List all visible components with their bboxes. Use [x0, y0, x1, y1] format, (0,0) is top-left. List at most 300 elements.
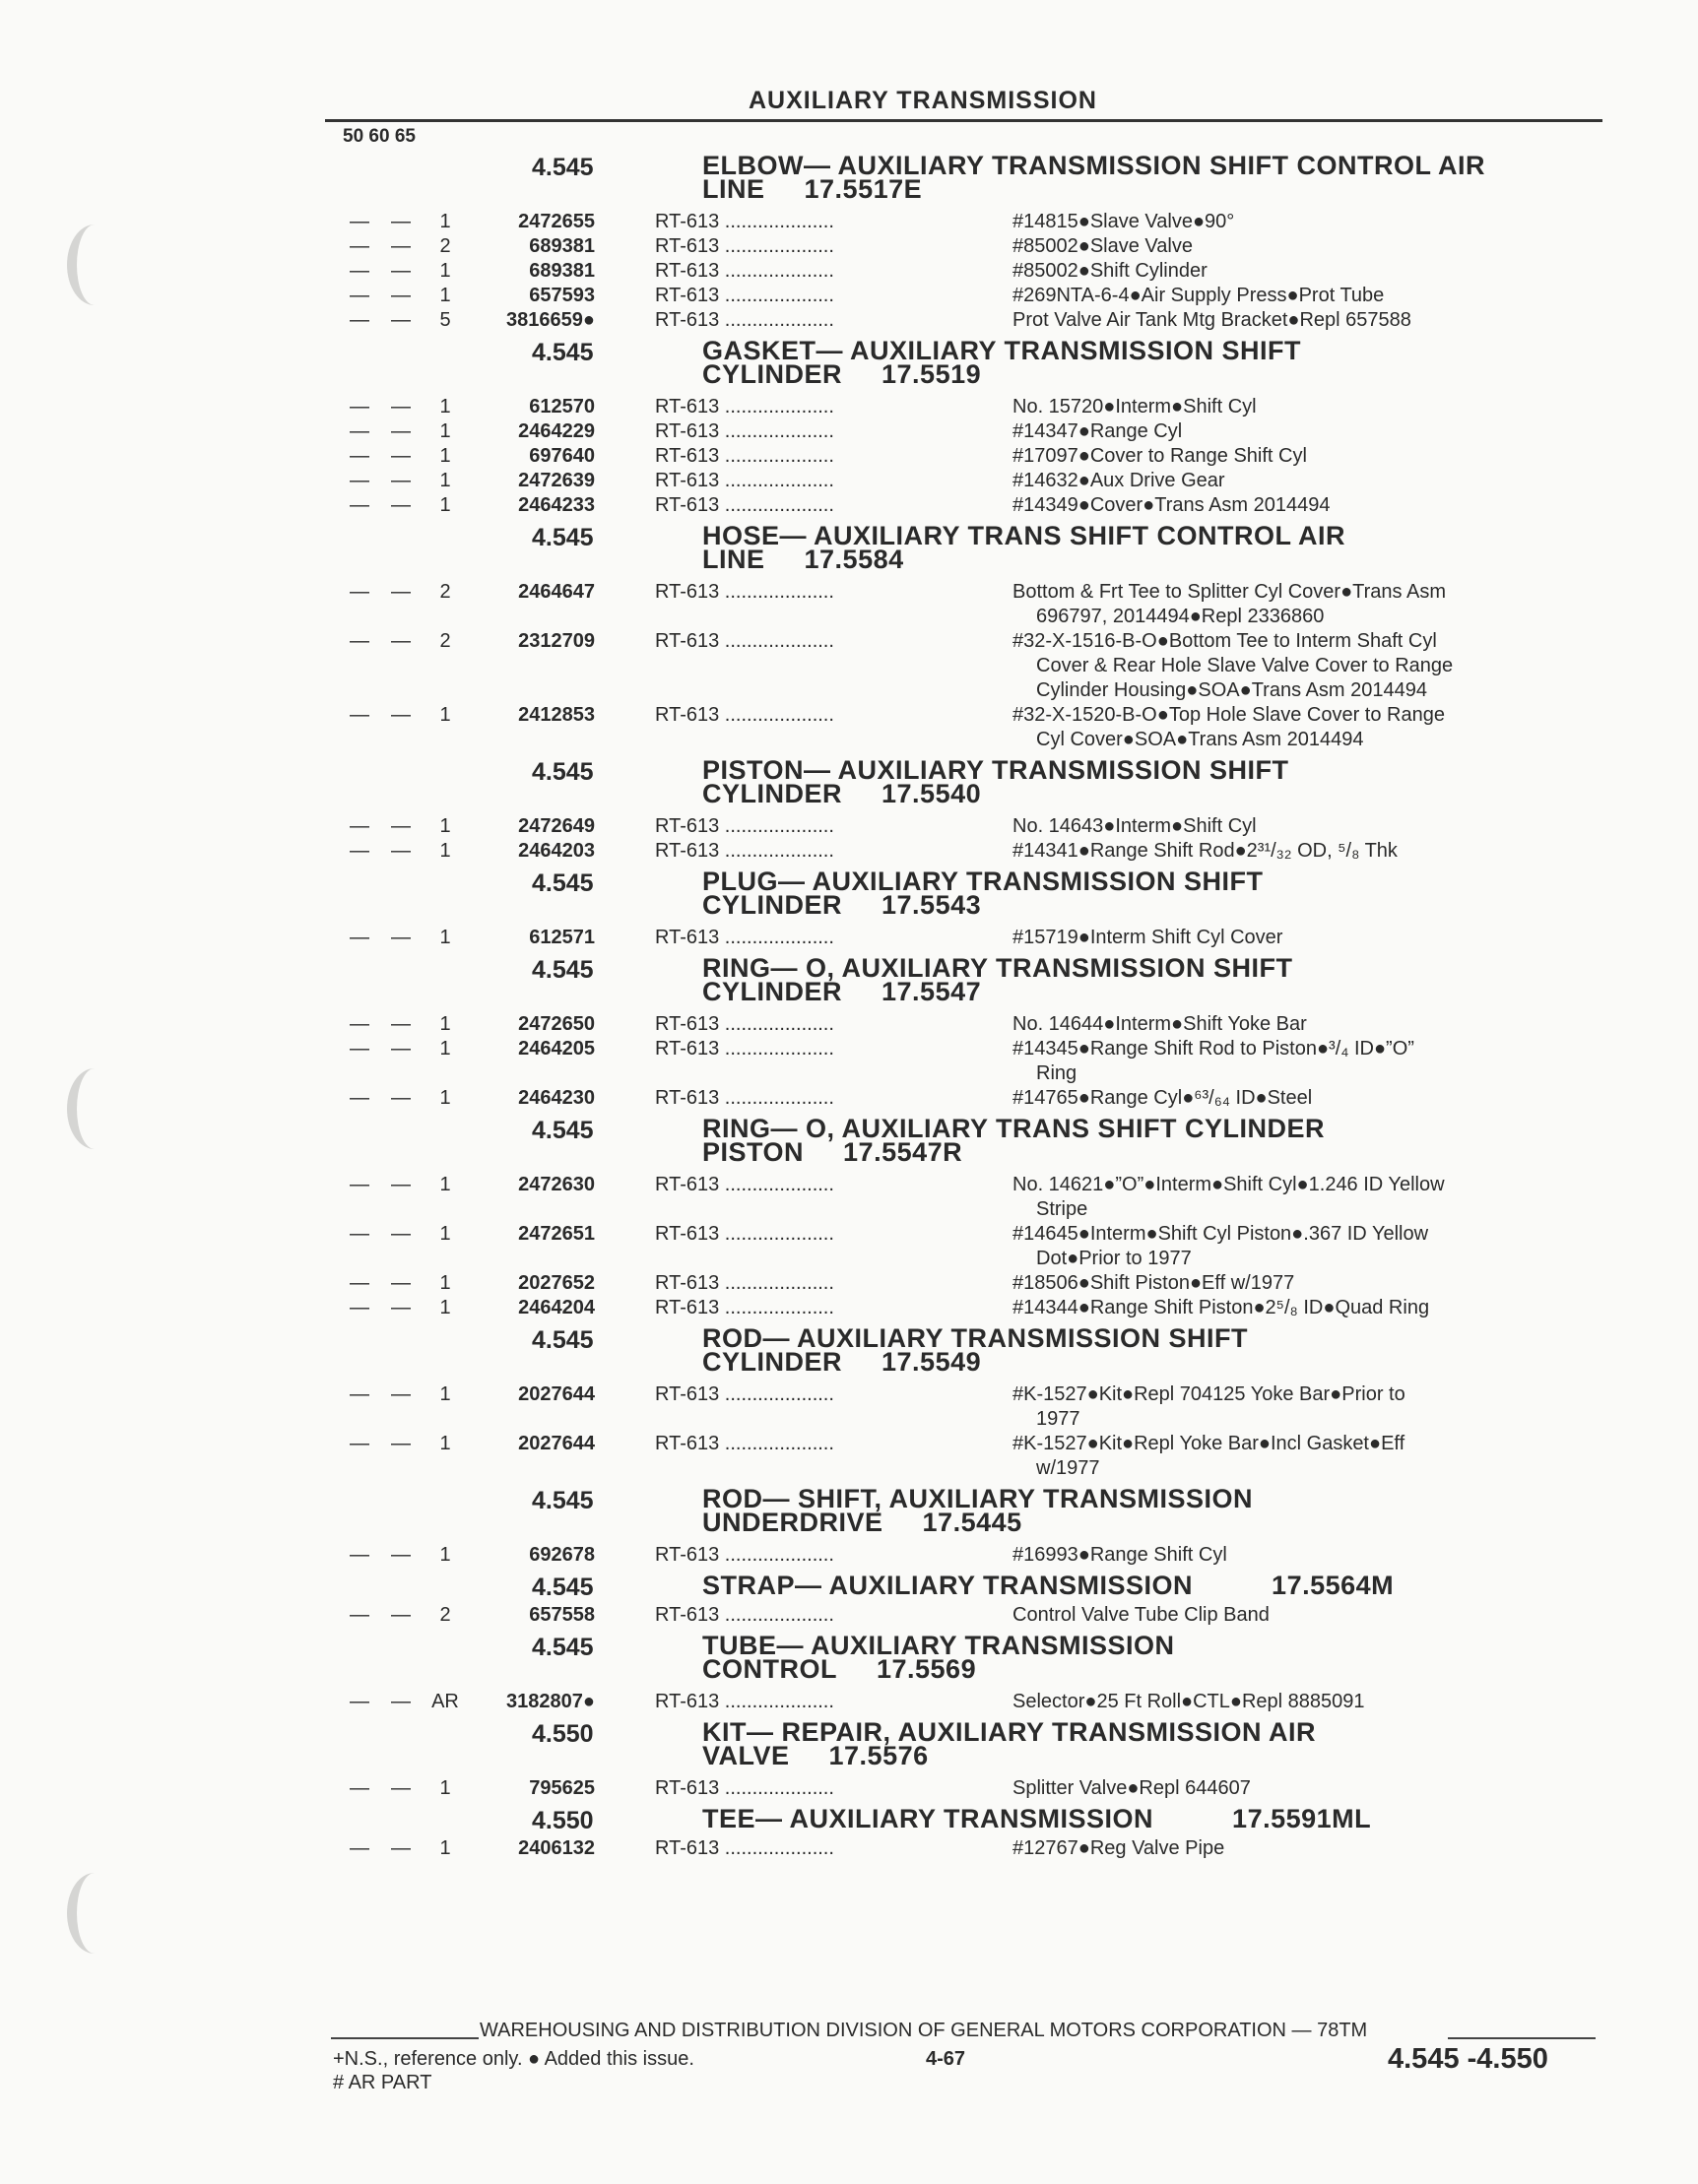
part-description: #K-1527●Kit●Repl Yoke Bar●Incl Gasket●Eff — [1012, 1433, 1405, 1454]
section-number: 4.545 — [532, 524, 594, 551]
section-number: 4.550 — [532, 1720, 594, 1748]
qty-50: — — [350, 396, 369, 418]
model-leader: RT-613 .................... — [655, 1087, 834, 1109]
qty-50: — — [350, 1604, 369, 1626]
part-number: 2027652 — [518, 1272, 595, 1294]
qty-60: — — [391, 470, 411, 491]
model-leader: RT-613 .................... — [655, 1013, 834, 1035]
section-header — [325, 335, 1605, 395]
section-header — [325, 866, 1605, 926]
qty-65: 1 — [439, 1383, 451, 1405]
model-leader: RT-613 .................... — [655, 1383, 834, 1405]
section-number: 4.545 — [532, 956, 594, 984]
section-title — [702, 1717, 1589, 1770]
qty-50: — — [350, 1087, 369, 1109]
part-description: #14347●Range Cyl — [1012, 420, 1183, 442]
page-number: 4-67 — [926, 2048, 966, 2070]
section-title-line1: ELBOW— AUXILIARY TRANSMISSION SHIFT CONTROL AIR — [702, 151, 1486, 180]
section-code: 17.5549 — [882, 1347, 982, 1377]
part-description: #269NTA-6-4●Air Supply Press●Prot Tube — [1012, 285, 1385, 306]
section-title-line2: CYLINDER — [702, 977, 843, 1006]
part-row — [325, 839, 1605, 864]
section-title — [702, 1571, 1589, 1600]
part-description: #14341●Range Shift Rod●2³¹/₃₂ OD, ⁵/₈ Thk — [1012, 840, 1398, 862]
header-rule — [325, 119, 1602, 122]
part-description: #14349●Cover●Trans Asm 2014494 — [1012, 494, 1331, 516]
section — [325, 520, 1605, 752]
section-number: 4.545 — [532, 339, 594, 366]
model-leader: RT-613 .................... — [655, 1272, 834, 1294]
qty-50: — — [350, 704, 369, 726]
part-number: 2472630 — [518, 1174, 595, 1195]
section-title-line1: ROD— AUXILIARY TRANSMISSION SHIFT — [702, 1323, 1249, 1353]
model-leader: RT-613 .................... — [655, 1174, 834, 1195]
qty-50: — — [350, 1174, 369, 1195]
part-row — [325, 1296, 1605, 1320]
qty-60: — — [391, 630, 411, 652]
section-header — [325, 1483, 1605, 1543]
qty-60: — — [391, 211, 411, 232]
qty-50: — — [350, 1297, 369, 1318]
qty-65: 1 — [439, 285, 451, 306]
part-number: 2464229 — [518, 420, 595, 442]
qty-50: — — [350, 1837, 369, 1859]
qty-65: 1 — [439, 1087, 451, 1109]
model-leader: RT-613 .................... — [655, 285, 834, 306]
qty-65: 1 — [439, 1272, 451, 1294]
qty-50: — — [350, 1544, 369, 1566]
footer-legend: +N.S., reference only. ● Added this issue. — [333, 2048, 694, 2070]
part-number: 2464205 — [518, 1038, 595, 1060]
year-columns-header: 50 60 65 — [343, 126, 416, 147]
part-row — [325, 234, 1605, 259]
footer-division: WAREHOUSING AND DISTRIBUTION DIVISION OF GENERAL MOTORS CORPORATION — 78TM — [480, 2020, 1368, 2041]
model-leader: RT-613 .................... — [655, 1777, 834, 1799]
model-leader: RT-613 .................... — [655, 1544, 834, 1566]
section-header — [325, 1630, 1605, 1690]
qty-60: — — [391, 1433, 411, 1454]
section-title-line2: UNDERDRIVE — [702, 1508, 883, 1537]
section-title — [702, 336, 1589, 389]
part-number: 2027644 — [518, 1433, 595, 1454]
section-code: 17.5569 — [876, 1654, 977, 1684]
part-description: #32-X-1516-B-O●Bottom Tee to Interm Shaft Cyl — [1012, 630, 1437, 652]
qty-65: 1 — [439, 1544, 451, 1566]
qty-65: 1 — [439, 1174, 451, 1195]
part-row — [325, 469, 1605, 493]
section-number: 4.545 — [532, 758, 594, 786]
qty-60: — — [391, 420, 411, 442]
section-header — [325, 150, 1605, 210]
model-leader: RT-613 .................... — [655, 211, 834, 232]
qty-50: — — [350, 1691, 369, 1712]
part-description: No. 14643●Interm●Shift Cyl — [1012, 815, 1257, 837]
part-row — [325, 395, 1605, 419]
part-row — [325, 926, 1605, 950]
qty-60: — — [391, 396, 411, 418]
qty-60: — — [391, 1837, 411, 1859]
part-description: No. 15720●Interm●Shift Cyl — [1012, 396, 1257, 418]
section-code: 17.5547 — [882, 977, 982, 1006]
section-title-line1: KIT— REPAIR, AUXILIARY TRANSMISSION AIR — [702, 1717, 1317, 1747]
part-description-cont: 1977 — [1036, 1408, 1080, 1430]
qty-50: — — [350, 285, 369, 306]
part-number: 2472655 — [518, 211, 595, 232]
section-title-line1: RING— O, AUXILIARY TRANS SHIFT CYLINDER — [702, 1114, 1326, 1143]
qty-50: — — [350, 1433, 369, 1454]
part-description: No. 14621●”O”●Interm●Shift Cyl●1.246 ID Yellow — [1012, 1174, 1445, 1195]
section — [325, 1483, 1605, 1568]
section-title-line2: CYLINDER — [702, 779, 843, 808]
part-row — [325, 1086, 1605, 1111]
qty-65: 1 — [439, 1837, 451, 1859]
part-description: #14765●Range Cyl●⁶³/₆₄ ID●Steel — [1012, 1087, 1313, 1109]
section — [325, 1630, 1605, 1714]
section-title — [702, 1804, 1589, 1833]
part-description-cont: Stripe — [1036, 1198, 1088, 1220]
part-row — [325, 284, 1605, 308]
qty-60: — — [391, 1691, 411, 1712]
footer-rule — [1448, 2037, 1596, 2039]
model-leader: RT-613 .................... — [655, 927, 834, 948]
part-number: 3182807● — [506, 1691, 595, 1712]
section-number: 4.545 — [532, 154, 594, 181]
part-row — [325, 629, 1605, 703]
part-row — [325, 1012, 1605, 1037]
part-row — [325, 1037, 1605, 1086]
qty-60: — — [391, 309, 411, 331]
qty-65: 2 — [439, 630, 451, 652]
part-row — [325, 210, 1605, 234]
qty-60: — — [391, 445, 411, 467]
qty-60: — — [391, 1174, 411, 1195]
model-leader: RT-613 .................... — [655, 1691, 834, 1712]
qty-50: — — [350, 309, 369, 331]
section-header — [325, 520, 1605, 580]
section-title-line1: ROD— SHIFT, AUXILIARY TRANSMISSION — [702, 1484, 1254, 1513]
section — [325, 335, 1605, 518]
part-row — [325, 1690, 1605, 1714]
part-number: 657593 — [529, 285, 595, 306]
section-title-line1: STRAP— AUXILIARY TRANSMISSION — [702, 1571, 1194, 1600]
part-description: Selector●25 Ft Roll●CTL●Repl 8885091 — [1012, 1691, 1365, 1712]
qty-60: — — [391, 581, 411, 603]
qty-65: 2 — [439, 235, 451, 257]
qty-60: — — [391, 235, 411, 257]
qty-65: 5 — [439, 309, 451, 331]
section-number: 4.550 — [532, 1807, 594, 1834]
part-number: 2464204 — [518, 1297, 595, 1318]
part-number: 2312709 — [518, 630, 595, 652]
qty-50: — — [350, 927, 369, 948]
model-leader: RT-613 .................... — [655, 1223, 834, 1245]
model-leader: RT-613 .................... — [655, 445, 834, 467]
qty-65: 1 — [439, 1223, 451, 1245]
section-title — [702, 521, 1589, 574]
section-title — [702, 1484, 1589, 1537]
model-leader: RT-613 .................... — [655, 420, 834, 442]
qty-50: — — [350, 445, 369, 467]
page-title: AUXILIARY TRANSMISSION — [749, 87, 1097, 114]
model-leader: RT-613 .................... — [655, 309, 834, 331]
section-header — [325, 1803, 1605, 1836]
part-row — [325, 1603, 1605, 1628]
part-number: 612570 — [529, 396, 595, 418]
section-title — [702, 1631, 1589, 1684]
qty-60: — — [391, 1297, 411, 1318]
section — [325, 150, 1605, 333]
model-leader: RT-613 .................... — [655, 840, 834, 862]
qty-65: 1 — [439, 470, 451, 491]
part-number: 657558 — [529, 1604, 595, 1626]
section-title-line1: TUBE— AUXILIARY TRANSMISSION — [702, 1631, 1175, 1660]
footer-legend: # AR PART — [333, 2072, 432, 2093]
qty-50: — — [350, 1272, 369, 1294]
part-description: #85002●Slave Valve — [1012, 235, 1193, 257]
qty-50: — — [350, 1383, 369, 1405]
qty-65: 1 — [439, 1038, 451, 1060]
qty-65: 1 — [439, 1777, 451, 1799]
qty-50: — — [350, 260, 369, 282]
section — [325, 1803, 1605, 1861]
binder-hole — [67, 1873, 122, 1954]
qty-50: — — [350, 1223, 369, 1245]
section-header — [325, 1570, 1605, 1603]
qty-50: — — [350, 581, 369, 603]
part-description-cont: Cyl Cover●SOA●Trans Asm 2014494 — [1036, 729, 1364, 750]
section-title — [702, 151, 1589, 204]
part-description: #14645●Interm●Shift Cyl Piston●.367 ID Yellow — [1012, 1223, 1429, 1245]
section — [325, 1570, 1605, 1628]
parts-list — [325, 148, 1605, 1861]
model-leader: RT-613 .................... — [655, 581, 834, 603]
qty-65: 1 — [439, 927, 451, 948]
part-row — [325, 814, 1605, 839]
part-description-cont: Dot●Prior to 1977 — [1036, 1248, 1192, 1269]
section-code: 17.5543 — [882, 890, 982, 920]
section-code: 17.5517E — [804, 174, 923, 204]
qty-65: 1 — [439, 815, 451, 837]
part-description: #85002●Shift Cylinder — [1012, 260, 1208, 282]
part-number: 2412853 — [518, 704, 595, 726]
qty-60: — — [391, 840, 411, 862]
model-leader: RT-613 .................... — [655, 1604, 834, 1626]
section — [325, 754, 1605, 864]
section-number: 4.545 — [532, 1117, 594, 1144]
qty-60: — — [391, 1087, 411, 1109]
model-leader: RT-613 .................... — [655, 815, 834, 837]
model-leader: RT-613 .................... — [655, 494, 834, 516]
section-code: 17.5584 — [804, 545, 904, 574]
qty-60: — — [391, 285, 411, 306]
qty-50: — — [350, 1013, 369, 1035]
qty-65: 1 — [439, 445, 451, 467]
part-description: #K-1527●Kit●Repl 704125 Yoke Bar●Prior to — [1012, 1383, 1405, 1405]
qty-50: — — [350, 420, 369, 442]
part-description: #17097●Cover to Range Shift Cyl — [1012, 445, 1307, 467]
qty-60: — — [391, 1038, 411, 1060]
part-description: #14344●Range Shift Piston●2⁵/₈ ID●Quad Ring — [1012, 1297, 1430, 1318]
section-title-line1: GASKET— AUXILIARY TRANSMISSION SHIFT — [702, 336, 1302, 365]
part-description: Prot Valve Air Tank Mtg Bracket●Repl 657588 — [1012, 309, 1411, 331]
qty-50: — — [350, 235, 369, 257]
qty-60: — — [391, 1223, 411, 1245]
section-title-line2: PISTON — [702, 1137, 805, 1167]
section-code: 17.5547R — [843, 1137, 963, 1167]
section-header — [325, 1322, 1605, 1382]
qty-65: 1 — [439, 704, 451, 726]
model-leader: RT-613 .................... — [655, 1433, 834, 1454]
section-number: 4.545 — [532, 869, 594, 897]
part-number: 2464203 — [518, 840, 595, 862]
part-number: 3816659● — [506, 309, 595, 331]
qty-60: — — [391, 815, 411, 837]
part-row — [325, 1836, 1605, 1861]
model-leader: RT-613 .................... — [655, 1038, 834, 1060]
part-description-cont: w/1977 — [1036, 1457, 1100, 1479]
section-code: 17.5591ML — [1232, 1804, 1372, 1833]
model-leader: RT-613 .................... — [655, 704, 834, 726]
model-leader: RT-613 .................... — [655, 470, 834, 491]
part-description: Splitter Valve●Repl 644607 — [1012, 1777, 1251, 1799]
part-description-cont: Cover & Rear Hole Slave Valve Cover to Range — [1036, 655, 1454, 676]
section-title-line1: HOSE— AUXILIARY TRANS SHIFT CONTROL AIR — [702, 521, 1346, 550]
qty-65: 2 — [439, 1604, 451, 1626]
part-number: 689381 — [529, 235, 595, 257]
part-description: Bottom & Frt Tee to Splitter Cyl Cover●Trans Asm — [1012, 581, 1446, 603]
section-code: 17.5445 — [922, 1508, 1022, 1537]
qty-60: — — [391, 704, 411, 726]
qty-60: — — [391, 1604, 411, 1626]
part-number: 692678 — [529, 1544, 595, 1566]
part-description: #16993●Range Shift Cyl — [1012, 1544, 1227, 1566]
part-row — [325, 259, 1605, 284]
model-leader: RT-613 .................... — [655, 235, 834, 257]
part-row — [325, 580, 1605, 629]
part-number: 2472650 — [518, 1013, 595, 1035]
qty-50: — — [350, 211, 369, 232]
section-title — [702, 867, 1589, 920]
section-number: 4.545 — [532, 1487, 594, 1514]
page-range: 4.545 -4.550 — [1388, 2043, 1548, 2075]
qty-50: — — [350, 630, 369, 652]
section-code: 17.5576 — [828, 1741, 929, 1770]
footer-rule — [331, 2037, 479, 2039]
part-row — [325, 444, 1605, 469]
part-description: #18506●Shift Piston●Eff w/1977 — [1012, 1272, 1295, 1294]
part-number: 2406132 — [518, 1837, 595, 1859]
binder-hole — [67, 225, 122, 305]
qty-50: — — [350, 840, 369, 862]
section-number: 4.545 — [532, 1326, 594, 1354]
part-description: #15719●Interm Shift Cyl Cover — [1012, 927, 1283, 948]
section-title — [702, 755, 1589, 808]
part-description: No. 14644●Interm●Shift Yoke Bar — [1012, 1013, 1307, 1035]
section-code: 17.5564M — [1272, 1571, 1395, 1600]
qty-60: — — [391, 494, 411, 516]
part-description-cont: 696797, 2014494●Repl 2336860 — [1036, 606, 1325, 627]
part-number: 2027644 — [518, 1383, 595, 1405]
part-row — [325, 1222, 1605, 1271]
section — [325, 1113, 1605, 1320]
qty-50: — — [350, 470, 369, 491]
part-number: 2472649 — [518, 815, 595, 837]
section-title-line1: TEE— AUXILIARY TRANSMISSION — [702, 1804, 1154, 1833]
part-number: 2472651 — [518, 1223, 595, 1245]
section — [325, 1322, 1605, 1481]
section-title-line2: CYLINDER — [702, 1347, 843, 1377]
model-leader: RT-613 .................... — [655, 1837, 834, 1859]
qty-65: 1 — [439, 1013, 451, 1035]
part-description: #14815●Slave Valve●90° — [1012, 211, 1235, 232]
section — [325, 952, 1605, 1111]
section-code: 17.5519 — [882, 359, 982, 389]
section-title-line2: CONTROL — [702, 1654, 837, 1684]
part-row — [325, 1173, 1605, 1222]
part-number: 689381 — [529, 260, 595, 282]
model-leader: RT-613 .................... — [655, 260, 834, 282]
section-title — [702, 953, 1589, 1006]
qty-65: 1 — [439, 494, 451, 516]
qty-60: — — [391, 1013, 411, 1035]
section-title-line1: RING— O, AUXILIARY TRANSMISSION SHIFT — [702, 953, 1293, 983]
section-title-line1: PLUG— AUXILIARY TRANSMISSION SHIFT — [702, 867, 1264, 896]
qty-65: 1 — [439, 1433, 451, 1454]
qty-60: — — [391, 927, 411, 948]
model-leader: RT-613 .................... — [655, 630, 834, 652]
binder-hole — [67, 1068, 122, 1149]
section-code: 17.5540 — [882, 779, 982, 808]
qty-60: — — [391, 1544, 411, 1566]
part-row — [325, 1776, 1605, 1801]
part-number: 2464233 — [518, 494, 595, 516]
part-description: #14345●Range Shift Rod to Piston●³/₄ ID●”O” — [1012, 1038, 1414, 1060]
qty-60: — — [391, 260, 411, 282]
part-description: #14632●Aux Drive Gear — [1012, 470, 1225, 491]
section-title-line1: PISTON— AUXILIARY TRANSMISSION SHIFT — [702, 755, 1289, 785]
part-description-cont: Ring — [1036, 1062, 1078, 1084]
part-description-cont: Cylinder Housing●SOA●Trans Asm 2014494 — [1036, 679, 1427, 701]
section-header — [325, 952, 1605, 1012]
section-header — [325, 1113, 1605, 1173]
qty-65: 1 — [439, 420, 451, 442]
section-title-line2: LINE — [702, 174, 765, 204]
part-row — [325, 1271, 1605, 1296]
part-row — [325, 703, 1605, 752]
part-description: #12767●Reg Valve Pipe — [1012, 1837, 1225, 1859]
section-title-line2: LINE — [702, 545, 765, 574]
part-number: 2464230 — [518, 1087, 595, 1109]
section-header — [325, 754, 1605, 814]
model-leader: RT-613 .................... — [655, 396, 834, 418]
qty-50: — — [350, 1777, 369, 1799]
qty-65: 1 — [439, 1297, 451, 1318]
section-title — [702, 1114, 1589, 1167]
section-title-line2: VALVE — [702, 1741, 790, 1770]
section — [325, 1716, 1605, 1801]
qty-65: AR — [431, 1691, 459, 1712]
section-title-line2: CYLINDER — [702, 890, 843, 920]
section-title — [702, 1323, 1589, 1377]
qty-60: — — [391, 1272, 411, 1294]
part-number: 612571 — [529, 927, 595, 948]
part-row — [325, 1432, 1605, 1481]
part-row — [325, 308, 1605, 333]
model-leader: RT-613 .................... — [655, 1297, 834, 1318]
part-row — [325, 1382, 1605, 1432]
qty-65: 1 — [439, 840, 451, 862]
section-header — [325, 1716, 1605, 1776]
